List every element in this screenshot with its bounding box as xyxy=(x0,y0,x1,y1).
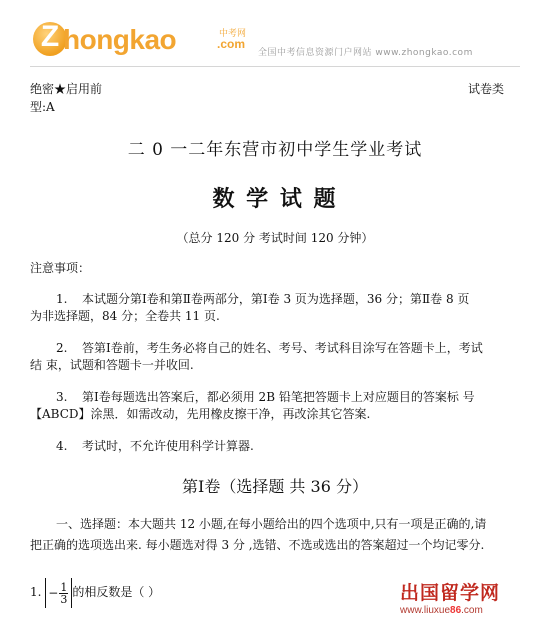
fraction xyxy=(59,582,68,605)
watermark-title: 出国留学网 xyxy=(400,582,501,604)
fraction-denominator: 3 xyxy=(60,592,68,606)
note-text: 结 束，试题和答题卡一并收回. xyxy=(30,358,194,372)
logo-badge xyxy=(33,22,67,56)
fraction-numerator: 1 xyxy=(60,580,68,594)
secret-label: 绝密★启用前 xyxy=(30,82,103,96)
note-text: 本试题分第Ⅰ卷和第Ⅱ卷两部分，第Ⅰ卷 3 页为选择题，36 分；第Ⅱ卷 8 页 xyxy=(82,292,470,306)
paper-type-label: 试卷类 xyxy=(468,82,505,96)
logo-cn-label: 中考网 xyxy=(219,29,247,39)
instructions-text: 把正确的选项选出来. 每小题选对得 3 分 ,选错、不选或选出的答案超过一个均记零分. xyxy=(30,538,485,552)
exam-title: 二 0 一二年东营市初中学生学业考试 xyxy=(127,140,423,160)
note-number: 3. xyxy=(56,390,68,404)
header-divider xyxy=(30,66,520,67)
question-1 xyxy=(30,577,160,609)
note-number: 2. xyxy=(56,341,68,355)
watermark-url: www.liuxue86.com xyxy=(400,605,483,616)
section-title: 第Ⅰ卷（选择题 共 36 分） xyxy=(182,477,368,496)
question-number: 1. xyxy=(30,585,42,599)
instructions-text: 一、选择题：本大题共 12 小题,在每小题给出的四个选项中,只有一项是正确的,请 xyxy=(56,517,487,531)
score-info: （总分 120 分 考试时间 120 分钟） xyxy=(176,231,374,245)
question-text: 的相反数是（ ） xyxy=(72,585,161,599)
logo-badge-letter: Z xyxy=(40,20,60,53)
site-tagline: 全国中考信息资源门户网站 www.zhongkao.com xyxy=(258,48,473,58)
note-number: 4. xyxy=(56,439,68,453)
paper-type-value: 型:A xyxy=(30,100,55,114)
note-text: 第Ⅰ卷每题选出答案后，都必须用 2B 铅笔把答题卡上对应题目的答案标 号 xyxy=(82,390,475,404)
notes-heading: 注意事项： xyxy=(30,261,91,275)
note-number: 1. xyxy=(56,292,68,306)
absolute-value xyxy=(45,578,72,608)
liuxue86-watermark xyxy=(400,578,501,616)
note-text: 为非选择题，84 分；全卷共 11 页. xyxy=(30,309,220,323)
logo-domain: .com xyxy=(217,37,246,51)
site-header xyxy=(0,0,550,66)
minus-sign: − xyxy=(48,585,59,600)
subject-title: 数 学 试 题 xyxy=(212,186,338,212)
note-text: 【ABCD】涂黑．如需改动，先用橡皮擦干净，再改涂其它答案. xyxy=(30,407,371,421)
note-text: 考试时，不允许使用科学计算器. xyxy=(82,439,254,453)
note-text: 答第Ⅰ卷前，考生务必将自己的姓名、考号、考试科目涂写在答题卡上，考试 xyxy=(82,341,483,355)
logo-wordmark: hongkao xyxy=(63,24,177,55)
